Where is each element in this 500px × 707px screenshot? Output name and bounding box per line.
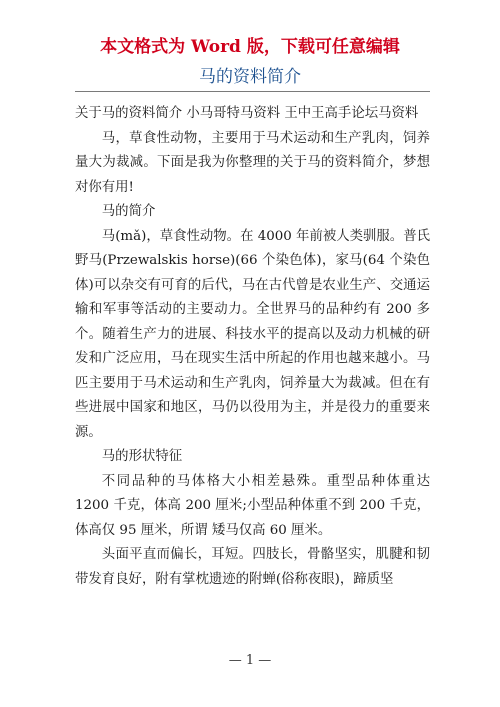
paragraph-size: 不同品种的马体格大小相差悬殊。重型品种体重达 1200 千克，体高 200 厘米;小型品种体重不到 200 千克，体高仅 95 厘米，所谓 矮马仅高 60 厘米。	[75, 473, 430, 538]
document-title: 马的资料简介	[199, 67, 301, 87]
section-heading-features: 马的形状特征	[101, 449, 183, 464]
document-body	[75, 102, 430, 592]
paragraph-introduction: 马(mǎ)，草食性动物。在 4000 年前被人类驯服。普氏野马(Przewalskis horse)(66 个染色体)，家马(64 个染色体)可以杂交有可育的后代，马在古代曾是农业生产、交通运输和军事等活动的主要动力。全世界马的品种约有 200 多个。随着生产力的进展、科技水平的提高以及动力机械的研发和广泛应用，马在现实生活中所起的作用也越来越小。马匹主要用于马术运动和生产乳肉，饲养量大为裁减。但在有些进展中国家和地区，马仍以役用为主，并是役力的重要来源。	[75, 228, 430, 440]
header-divider	[75, 91, 430, 92]
paragraph-head-limbs: 头面平直而偏长，耳短。四肢长，骨骼坚实，肌腱和韧带发育良好，附有掌枕遗迹的附蝉(俗称夜眼)，蹄质坚	[75, 547, 430, 587]
section-heading-introduction: 马的简介	[101, 204, 156, 219]
paragraph-keywords: 关于马的资料简介 小马哥特马资料 王中王高手论坛马资料	[75, 106, 419, 121]
paragraph-intro: 马，草食性动物，主要用于马术运动和生产乳肉，饲养量大为裁减。下面是我为你整理的关于马的资料简介，梦想对你有用!	[75, 130, 430, 195]
download-banner: 本文格式为 Word 版，下载可任意编辑	[100, 37, 400, 57]
page-number: — 1 —	[228, 653, 272, 668]
